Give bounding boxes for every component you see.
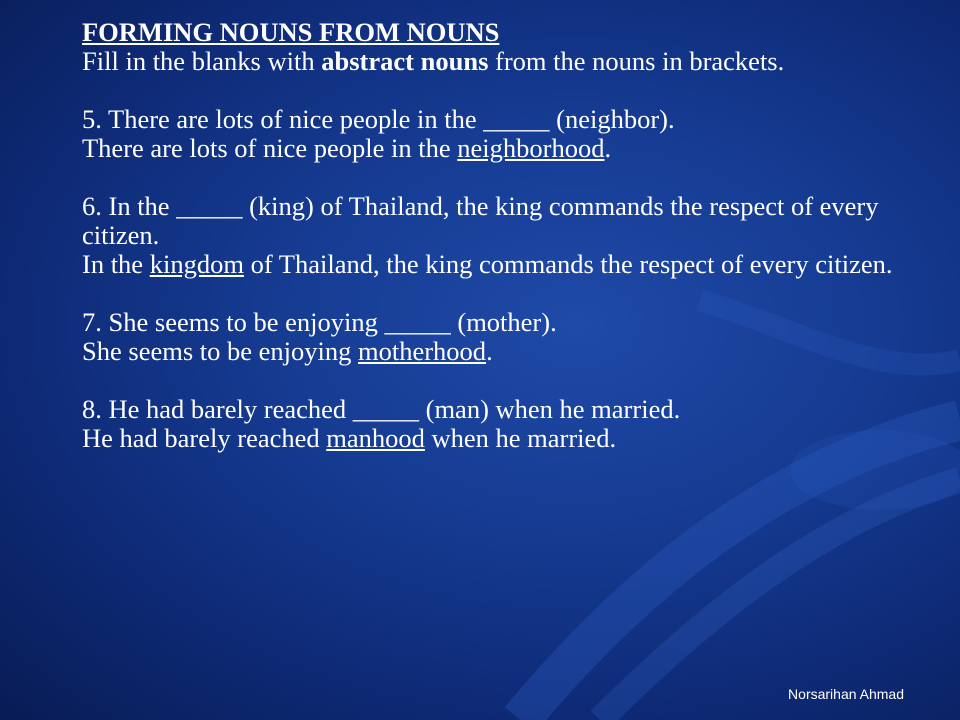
question-8: 8. He had barely reached _____ (man) when he married. xyxy=(82,394,681,424)
question-5: 5. There are lots of nice people in the _____ (neighbor). xyxy=(82,104,675,134)
instruction-after: from the nouns in brackets. xyxy=(488,46,785,76)
instruction-text xyxy=(82,47,922,76)
answer-7: She seems to be enjoying motherhood. xyxy=(82,336,493,366)
instruction-before: Fill in the blanks with xyxy=(82,46,322,76)
slide-title: FORMING NOUNS FROM NOUNS xyxy=(82,17,500,47)
answer-5: There are lots of nice people in the neighborhood. xyxy=(82,133,612,163)
question-6: 6. In the _____ (king) of Thailand, the king commands the respect of every citizen. xyxy=(82,191,879,250)
question-7: 7. She seems to be enjoying _____ (mother). xyxy=(82,307,557,337)
answer-6-word: kingdom xyxy=(149,249,244,279)
author-footer: Norsarihan Ahmad xyxy=(788,686,904,702)
slide-content xyxy=(82,18,922,453)
instruction-bold: abstract nouns xyxy=(321,46,489,76)
answer-5-word: neighborhood xyxy=(457,133,605,163)
answer-7-word: motherhood xyxy=(358,336,487,366)
answer-8-word: manhood xyxy=(326,423,425,453)
answer-8: He had barely reached manhood when he married. xyxy=(82,423,617,453)
answer-6: In the kingdom of Thailand, the king commands the respect of every citizen. xyxy=(82,249,893,279)
